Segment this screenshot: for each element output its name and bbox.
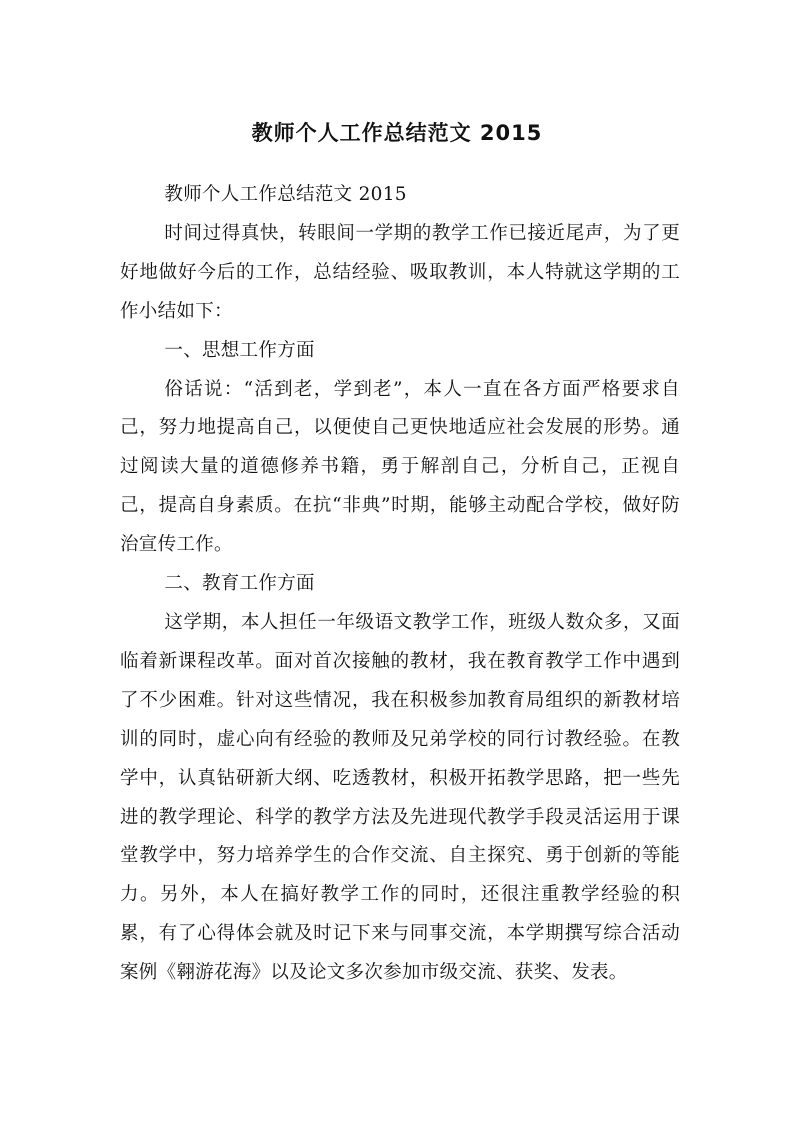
document-title: 教师个人工作总结范文 2015 xyxy=(251,121,543,145)
document-body xyxy=(120,176,680,993)
document-subtitle: 教师个人工作总结范文 2015 xyxy=(164,184,407,205)
thought-paragraph: 俗话说：“活到老，学到老”，本人一直在各方面严格要求自己，努力地提高自己，以便使自己更快地适应社会发展的形势。通过阅读大量的道德修养书籍，勇于解剖自己，分析自己，正视自己，提高自身素质。在抗“非典”时期，能够主动配合学校，做好防治宣传工作。 xyxy=(120,378,680,556)
intro-paragraph: 时间过得真快，转眼间一学期的教学工作已接近尾声，为了更好地做好今后的工作，总结经验、吸取教训，本人特就这学期的工作小结如下： xyxy=(120,222,680,322)
section-heading-thought: 一、思想工作方面 xyxy=(164,339,315,361)
section-heading-education: 二、教育工作方面 xyxy=(164,573,315,595)
education-paragraph: 这学期，本人担任一年级语文教学工作，班级人数众多，又面临着新课程改革。面对首次接触的教材，我在教育教学工作中遇到了不少困难。针对这些情况，我在积极参加教育局组织的新教材培训的同时，虚心向有经验的教师及兄弟学校的同行讨教经验。在教学中，认真钻研新大纲、吃透教材，积极开拓教学思路，把一些先进的教学理论、科学的教学方法及先进现代教学手段灵活运用于课堂教学中，努力培养学生的合作交流、自主探究、勇于创新的等能力。另外，本人在搞好教学工作的同时，还很注重教学经验的积累，有了心得体会就及时记下来与同事交流，本学期撰写综合活动案例《翱游花海》以及论文多次参加市级交流、获奖、发表。 xyxy=(120,611,680,984)
